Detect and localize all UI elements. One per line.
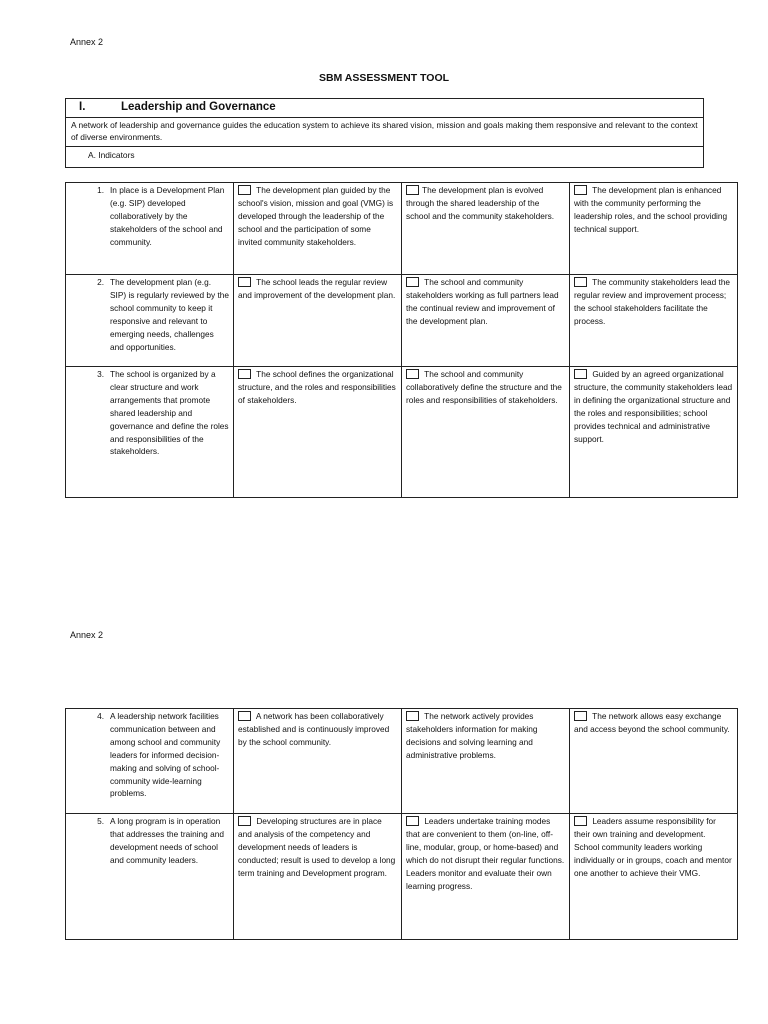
indicator-cell <box>66 367 234 498</box>
level-text: The school and community stakeholders working as full partners lead the continual review and improvement of the development plan. <box>406 277 559 326</box>
indicator-text: The school is organized by a clear structure and work arrangements that promote shared leadership and governance and define the roles and responsibilities of the stakeholders. <box>110 369 229 457</box>
indicator-text: A leadership network facilities communication between and among school and community leaders for informed decision-making and solving of school-community wide-learning problems. <box>110 711 221 799</box>
level-checkbox[interactable] <box>406 277 419 287</box>
level-text: The community stakeholders lead the regular review and improvement process; the school stakeholders facilitate the process. <box>574 277 731 326</box>
section-description: A network of leadership and governance guides the education system to achieve its shared vision, mission and goals making them responsive and relevant to the context of diverse environments. <box>66 118 703 147</box>
indicator-table-page1 <box>65 182 738 498</box>
indicator-text: The development plan (e.g. SIP) is regularly reviewed by the school community to keep it responsive and relevant to emerging needs, challenges and opportunities. <box>110 277 229 352</box>
indicator-text: In place is a Development Plan (e.g. SIP) developed collaboratively by the stakeholders of the school and community. <box>110 185 225 247</box>
level-checkbox[interactable] <box>406 816 419 826</box>
annex-label: Annex 2 <box>70 630 104 640</box>
level-text: The school leads the regular review and improvement of the development plan. <box>238 277 396 300</box>
level-cell <box>402 814 570 940</box>
level-cell <box>234 367 402 498</box>
level-text: The school defines the organizational structure, and the roles and responsibilities of stakeholders. <box>238 369 396 405</box>
section-name: Leadership and Governance <box>121 101 276 113</box>
level-cell <box>570 183 738 275</box>
level-checkbox[interactable] <box>574 277 587 287</box>
table-row <box>66 367 738 498</box>
table-row <box>66 814 738 940</box>
level-cell <box>234 275 402 367</box>
table-row <box>66 709 738 814</box>
indicator-table-page2 <box>65 708 738 940</box>
level-text: The network actively provides stakeholders information for making decisions and solving learning and administrative problems. <box>406 711 538 760</box>
level-cell <box>570 367 738 498</box>
level-cell <box>234 183 402 275</box>
indicator-cell <box>66 183 234 275</box>
indicator-number: 1. <box>97 185 104 195</box>
indicator-number: 5. <box>97 816 104 826</box>
level-text: The development plan is enhanced with the community performing the leadership roles, and the school providing technical support. <box>574 185 728 234</box>
level-cell <box>570 709 738 814</box>
indicator-number: 2. <box>97 277 104 287</box>
annex-label: Annex 2 <box>70 37 104 47</box>
indicator-cell <box>66 709 234 814</box>
level-cell <box>402 275 570 367</box>
indicator-cell <box>66 814 234 940</box>
level-checkbox[interactable] <box>574 185 587 195</box>
level-checkbox[interactable] <box>238 277 251 287</box>
level-text: Leaders undertake training modes that are convenient to them (on-line, off-line, modular, group, or home-based) and which do not disrupt their regular functions. Leaders monitor and evaluate their own learning progress. <box>406 816 565 891</box>
indicator-number: 3. <box>97 369 104 379</box>
level-checkbox[interactable] <box>574 711 587 721</box>
level-checkbox[interactable] <box>238 816 251 826</box>
section-header-box <box>65 98 704 168</box>
level-checkbox[interactable] <box>238 369 251 379</box>
level-text: Developing structures are in place and analysis of the competency and development needs of leaders is conducted; result is used to develop a long term training and Development program. <box>238 816 396 878</box>
section-number: I. <box>79 101 86 113</box>
level-text: The network allows easy exchange and access beyond the school community. <box>574 711 730 734</box>
level-checkbox[interactable] <box>574 369 587 379</box>
level-cell <box>570 275 738 367</box>
level-cell <box>402 709 570 814</box>
level-cell <box>234 709 402 814</box>
level-text: Guided by an agreed organizational structure, the community stakeholders lead in defining the organizational structure and the roles and responsibilities; school provides technical and administrative support. <box>574 369 733 444</box>
level-text: The school and community collaboratively define the structure and the roles and responsibilities of stakeholders. <box>406 369 562 405</box>
level-checkbox[interactable] <box>406 369 419 379</box>
indicator-text: A long program is in operation that addresses the training and development needs of school and community leaders. <box>110 816 224 865</box>
level-text: The development plan is evolved through the shared leadership of the school and the community stakeholders. <box>406 185 555 221</box>
level-cell <box>570 814 738 940</box>
level-cell <box>402 367 570 498</box>
table-row <box>66 275 738 367</box>
indicators-label: A. Indicators <box>88 150 135 160</box>
level-checkbox[interactable] <box>406 185 419 195</box>
level-checkbox[interactable] <box>238 711 251 721</box>
level-checkbox[interactable] <box>574 816 587 826</box>
indicator-number: 4. <box>97 711 104 721</box>
level-checkbox[interactable] <box>238 185 251 195</box>
level-cell <box>234 814 402 940</box>
level-text: A network has been collaboratively established and is continuously improved by the school community. <box>238 711 390 747</box>
section-heading <box>66 99 703 118</box>
indicator-cell <box>66 275 234 367</box>
level-text: The development plan guided by the school's vision, mission and goal (VMG) is developed through the leadership of the school and the participation of some invited community stakeholders. <box>238 185 394 247</box>
level-cell <box>402 183 570 275</box>
table-row <box>66 183 738 275</box>
document-title: SBM ASSESSMENT TOOL <box>318 72 450 84</box>
level-text: Leaders assume responsibility for their own training and development. School community leaders working individually or in groups, coach and mentor one another to achieve their VMG. <box>574 816 732 878</box>
level-checkbox[interactable] <box>406 711 419 721</box>
